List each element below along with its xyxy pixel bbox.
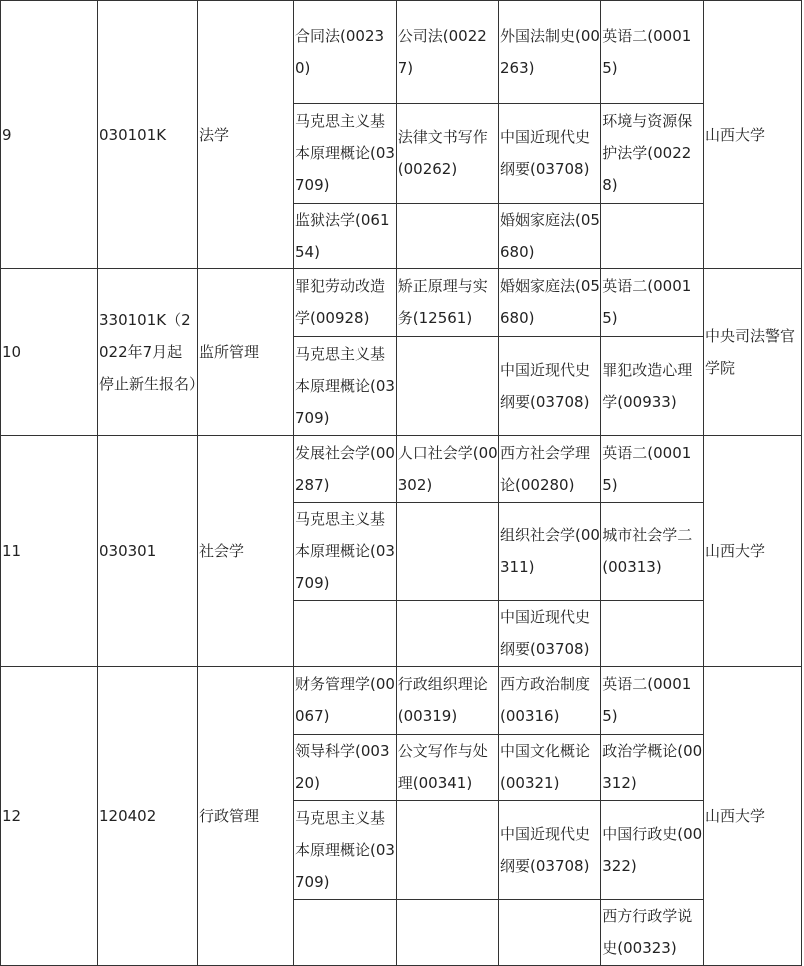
course-cell: 外国法制史(00263)	[499, 1, 601, 103]
course-cell: 英语二(00015)	[601, 436, 703, 502]
course-cell: 中国近现代史纲要(03708)	[499, 600, 601, 666]
major-name: 法学	[198, 1, 294, 269]
course-grid	[294, 436, 704, 667]
major-code: 330101K（2022年7月起停止新生报名）	[98, 269, 198, 436]
course-cell: 发展社会学(00287)	[294, 436, 396, 502]
row-number: 12	[1, 667, 98, 966]
course-grid	[294, 269, 704, 436]
course-cell: 马克思主义基本原理概论(03709)	[294, 502, 396, 600]
course-cell	[396, 800, 498, 899]
table-row	[1, 269, 802, 436]
course-cell: 财务管理学(00067)	[294, 667, 396, 734]
course-cell: 人口社会学(00302)	[396, 436, 498, 502]
course-cell	[396, 336, 498, 435]
course-cell: 中国近现代史纲要(03708)	[499, 103, 601, 203]
course-cell: 西方社会学理论(00280)	[499, 436, 601, 502]
major-name: 监所管理	[198, 269, 294, 436]
institution: 山西大学	[704, 436, 802, 667]
course-cell	[396, 203, 498, 268]
major-code: 030301	[98, 436, 198, 667]
course-cell	[499, 899, 601, 965]
course-cell: 中国近现代史纲要(03708)	[499, 800, 601, 899]
course-cell	[396, 502, 498, 600]
institution: 山西大学	[704, 1, 802, 269]
course-cell: 中国行政史(00322)	[601, 800, 703, 899]
course-cell	[294, 600, 396, 666]
major-name: 行政管理	[198, 667, 294, 966]
course-cell: 公司法(00227)	[396, 1, 498, 103]
course-cell: 婚姻家庭法(05680)	[499, 203, 601, 268]
course-cell: 英语二(00015)	[601, 1, 703, 103]
course-cell: 中国近现代史纲要(03708)	[499, 336, 601, 435]
course-cell: 西方行政学说史(00323)	[602, 907, 693, 958]
course-cell: 行政组织理论(00319)	[396, 667, 498, 734]
course-cell: 罪犯改造心理学(00933)	[602, 360, 693, 411]
course-cell: 罪犯劳动改造学(00928)	[294, 269, 396, 336]
row-number: 10	[1, 269, 98, 436]
course-cell: 矫正原理与实务(12561)	[396, 269, 498, 336]
course-cell: 马克思主义基本原理概论(03709)	[294, 800, 396, 899]
institution: 中央司法警官学院	[704, 269, 802, 436]
major-code: 030101K	[98, 1, 198, 269]
course-cell: 领导科学(00320)	[294, 734, 396, 800]
course-cell	[396, 600, 498, 666]
course-cell: 监狱法学(06154)	[294, 203, 396, 268]
table-row	[1, 667, 802, 966]
course-cell: 政治学概论(00312)	[601, 734, 703, 800]
course-cell: 西方政治制度(00316)	[499, 667, 601, 734]
course-grid	[294, 1, 704, 269]
institution: 山西大学	[704, 667, 802, 966]
course-cell	[601, 600, 703, 666]
course-cell: 城市社会学二(00313)	[601, 502, 703, 600]
course-cell: 中国文化概论(00321)	[499, 734, 601, 800]
course-cell: 马克思主义基本原理概论(03709)	[294, 103, 396, 203]
course-cell: 公文写作与处理(00341)	[396, 734, 498, 800]
row-number: 11	[1, 436, 98, 667]
course-grid	[294, 667, 704, 966]
table-row	[1, 436, 802, 667]
course-cell: 环境与资源保护法学(00228)	[601, 103, 703, 203]
row-number: 9	[1, 1, 98, 269]
course-cell: 英语二(00015)	[601, 667, 703, 734]
table-row	[1, 1, 802, 269]
course-cell	[601, 203, 703, 268]
major-code: 120402	[98, 667, 198, 966]
course-cell: 组织社会学(00311)	[499, 502, 601, 600]
major-name: 社会学	[198, 436, 294, 667]
course-cell: 法律文书写作(00262)	[396, 103, 498, 203]
course-cell	[294, 899, 396, 965]
course-cell	[396, 899, 498, 965]
course-cell: 婚姻家庭法(05680)	[499, 269, 601, 336]
course-cell: 英语二(00015)	[601, 269, 703, 336]
course-cell: 马克思主义基本原理概论(03709)	[294, 336, 396, 435]
course-cell: 合同法(00230)	[294, 1, 396, 103]
